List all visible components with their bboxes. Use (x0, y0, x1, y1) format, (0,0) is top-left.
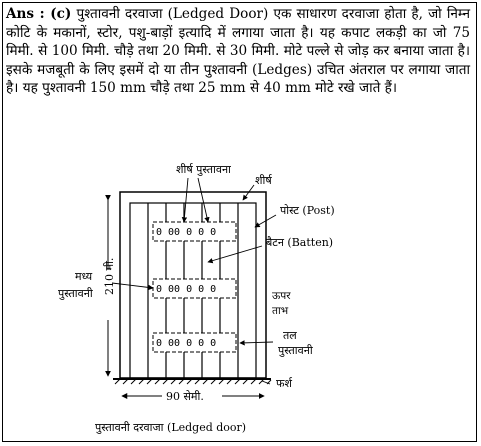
figure-caption: पुस्तावनी दरवाजा (Ledged door) (95, 421, 247, 434)
label-top-ledge: शीर्ष पुस्तावना (176, 163, 231, 176)
label-post: पोस्ट (Post) (280, 204, 335, 217)
label-upper-line1: ऊपर (272, 290, 291, 302)
label-floor: फर्श (276, 377, 292, 390)
bolt-row-bottom: 0 00 0 0 0 (156, 338, 217, 349)
answer-prefix: Ans : (c) (6, 6, 72, 22)
label-bottom-ledge-line2: पुस्तावनी (278, 344, 313, 357)
height-label: 210 मी. (103, 257, 116, 295)
bolt-row-middle: 0 00 0 0 0 (156, 284, 217, 295)
label-head: शीर्ष (255, 174, 272, 187)
label-upper-line2: ताभ (272, 305, 289, 317)
bolt-row-top: 0 00 0 0 0 (156, 227, 217, 238)
label-middle-ledge-line1: मध्य (75, 270, 93, 283)
label-batten: बैटन (Batten) (266, 236, 334, 249)
width-label: 90 सेमी. (166, 390, 204, 403)
answer-text: पुश्तावनी दरवाजा (Ledged Door) एक साधारण दरवाजा होता है, जो निम्न कोटि के मकानों, स्टोर, पशु-बाड़ों इत्यादि में लगाया जाता है। यह कपाट लकड़ी का जो 75 मिमी. से 100 मिमी. चौड़े तथा 20 मिमी. से 30 मिमी. मोटे पल्ले से जोड़ कर बनाया जाता है। इसके मजबूती के लिए इसमें दो या तीन पुश्तावनी (Ledges) उचित अंतराल पर लगाया जाता है। यह पुश्तावनी 150 mm चौड़े तथा 25 mm से 40 mm मोटे रखे जाते हैं। (6, 6, 471, 96)
floor-hatch (113, 379, 271, 384)
label-bottom-ledge-line1: तल (283, 329, 297, 342)
label-middle-ledge-line2: पुस्तावनी (58, 287, 93, 300)
